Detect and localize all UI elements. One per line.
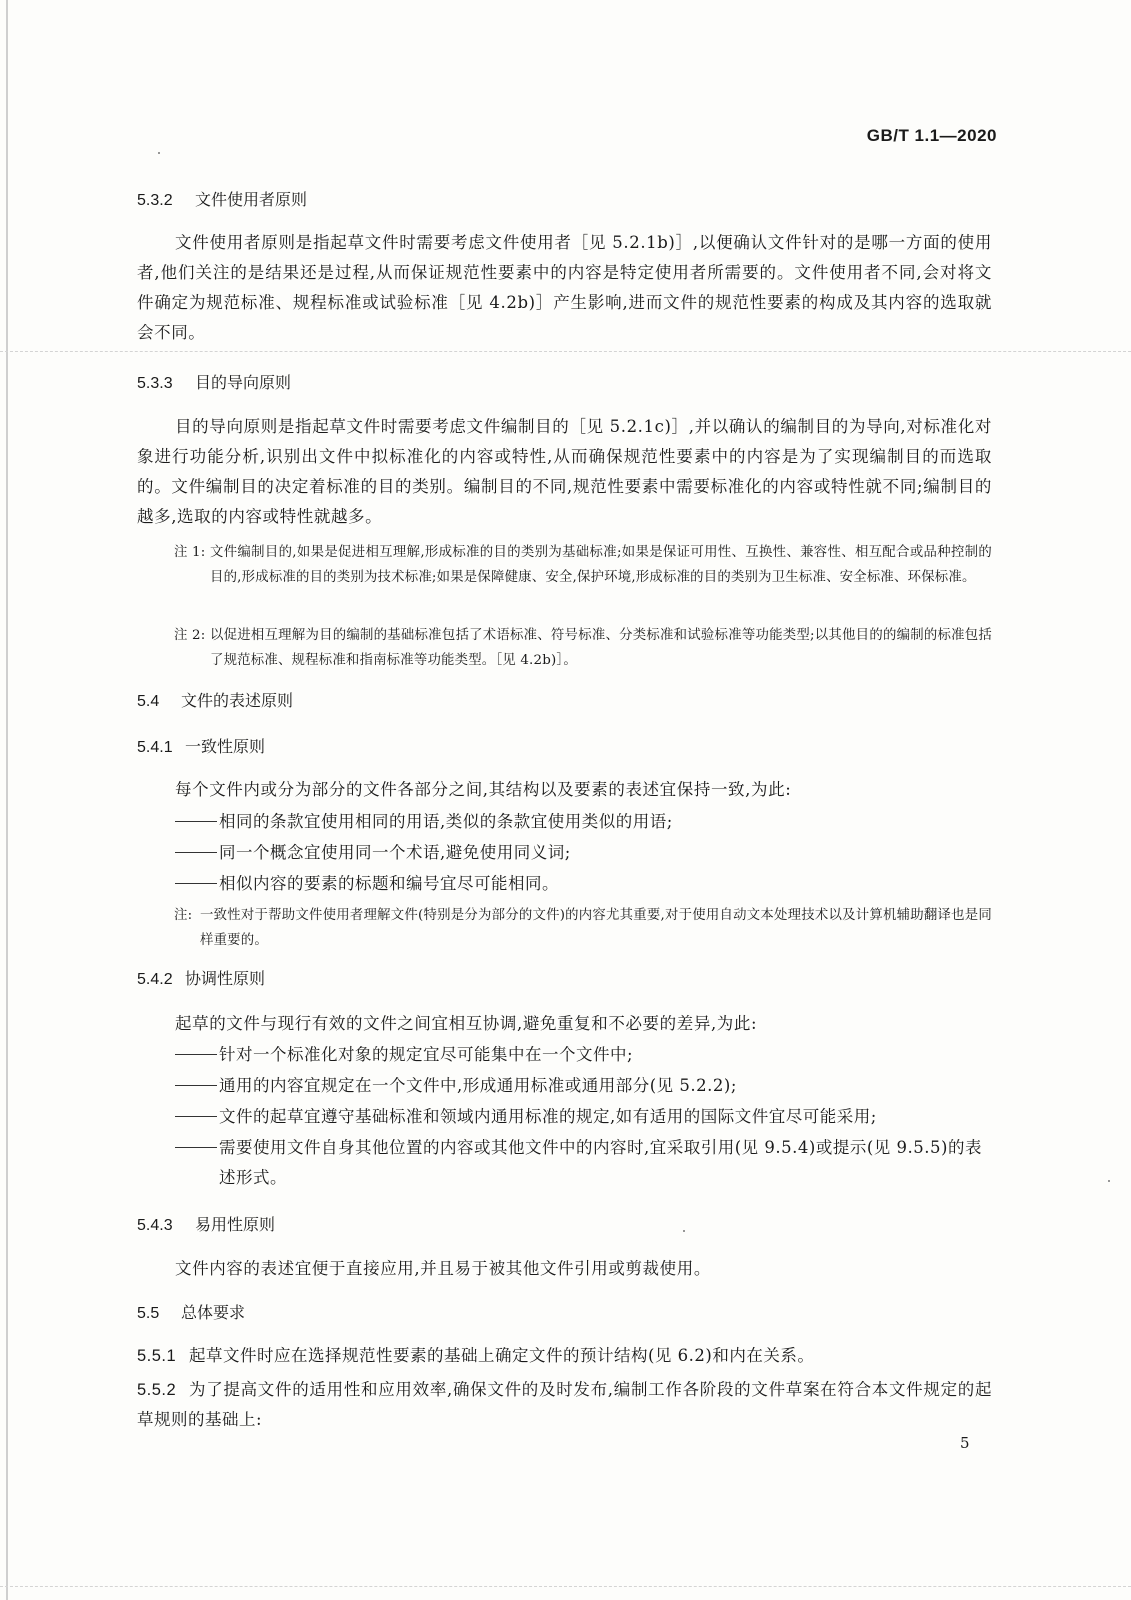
- note-text: 一致性对于帮助文件使用者理解文件(特别是分为部分的文件)的内容尤其重要,对于使用自动文本处理技术以及计算机辅助翻译也是同样重要的。: [200, 908, 992, 948]
- section-title: 一致性原则: [185, 737, 266, 756]
- section-title: 总体要求: [181, 1303, 246, 1322]
- clause-5-5-1: [137, 1341, 992, 1371]
- dash-marker: [175, 807, 219, 837]
- note-text: 以促进相互理解为目的编制的基础标准包括了术语标准、符号标准、分类标准和试验标准等功能类型;以其他目的的编制的标准包括了规范标准、规程标准和指南标准等功能类型。［见 4.2b)］。: [210, 628, 992, 668]
- section-title: 协调性原则: [185, 969, 266, 988]
- note-label: 注 1:: [174, 545, 206, 560]
- section-number: 5.4.1: [137, 739, 173, 756]
- list-item: [175, 807, 992, 837]
- paragraph-5-3-2: 文件使用者原则是指起草文件时需要考虑文件使用者［见 5.2.1b)］,以便确认文件针对的是哪一方面的使用者,他们关注的是结果还是过程,从而保证规范性要素中的内容是特定使用者所需要的。文件使用者不同,会对将文件确定为规范标准、规程标准或试验标准［见 4.2b)］产生影响,进而文件的规范性要素的构成及其内容的选取就会不同。: [137, 233, 992, 342]
- list-item-text: 同一个概念宜使用同一个术语,避免使用同义词;: [219, 843, 571, 862]
- note-text: 文件编制目的,如果是促进相互理解,形成标准的目的类别为基础标准;如果是保证可用性、互换性、兼容性、相互配合或品种控制的目的,形成标准的目的类别为技术标准;如果是保障健康、安全,保护环境,形成标准的目的类别为卫生标准、安全标准、环保标准。: [210, 545, 992, 585]
- paragraph-5-3-3: 目的导向原则是指起草文件时需要考虑文件编制目的［见 5.2.1c)］,并以确认的编制目的为导向,对标准化对象进行功能分析,识别出文件中拟标准化的内容或特性,从而确保规范性要素中的内容是为了实现编制目的而选取的。文件编制目的决定着标准的目的类别。编制目的不同,规范性要素中需要标准化的内容或特性就不同;编制目的越多,选取的内容或特性就越多。: [137, 417, 992, 526]
- section-heading-5-4-2: [137, 966, 265, 989]
- section-heading-5-5: [137, 1300, 245, 1323]
- list-item: [175, 838, 992, 868]
- section-number: 5.5: [137, 1305, 160, 1322]
- paragraph-5-4-1-intro: 每个文件内或分为部分的文件各部分之间,其结构以及要素的表述宜保持一致,为此:: [175, 780, 792, 799]
- section-heading-5-3-2: [137, 187, 307, 210]
- section-title: 文件使用者原则: [195, 190, 308, 209]
- section-number: 5.3.2: [137, 192, 173, 209]
- section-heading-5-4: [137, 688, 293, 711]
- paragraph-5-4-2-intro: 起草的文件与现行有效的文件之间宜相互协调,避免重复和不必要的差异,为此:: [175, 1014, 758, 1033]
- section-title: 文件的表述原则: [181, 691, 294, 710]
- list-item: [175, 869, 992, 899]
- page-number: 5: [960, 1434, 970, 1452]
- list-item: [175, 1102, 992, 1132]
- section-number: 5.4: [137, 693, 160, 710]
- section-number: 5.3.3: [137, 375, 173, 392]
- clause-text: 为了提高文件的适用性和应用效率,确保文件的及时发布,编制工作各阶段的文件草案在符合本文件规定的起草规则的基础上:: [137, 1380, 992, 1429]
- list-item-text: 相同的条款宜使用相同的用语,类似的条款宜使用类似的用语;: [219, 812, 673, 831]
- section-heading-5-4-3: [137, 1212, 275, 1235]
- note-5-4-1: [174, 903, 992, 955]
- clause-text: 起草文件时应在选择规范性要素的基础上确定文件的预计结构(见 6.2)和内在关系。: [189, 1346, 815, 1365]
- list-item-text: 文件的起草宜遵守基础标准和领域内通用标准的规定,如有适用的国际文件宜尽可能采用;: [219, 1107, 877, 1126]
- note-1: [174, 540, 992, 616]
- section-title: 目的导向原则: [195, 373, 292, 392]
- clause-number: 5.5.1: [137, 1347, 177, 1365]
- dash-marker: [175, 838, 219, 868]
- section-number: 5.4.3: [137, 1217, 173, 1234]
- section-title: 易用性原则: [195, 1215, 276, 1234]
- dash-marker: [175, 1071, 219, 1101]
- list-item: [175, 1040, 992, 1070]
- clause-5-5-2: [137, 1375, 992, 1437]
- list-item: [175, 1071, 992, 1101]
- list-item-text: 通用的内容宜规定在一个文件中,形成通用标准或通用部分(见 5.2.2);: [219, 1076, 737, 1095]
- section-heading-5-3-3: [137, 370, 291, 393]
- dash-marker: [175, 1102, 219, 1132]
- clause-number: 5.5.2: [137, 1381, 177, 1399]
- list-item-text: 相似内容的要素的标题和编号宜尽可能相同。: [219, 874, 559, 893]
- note-label: 注:: [174, 908, 193, 923]
- dash-marker: [175, 1133, 219, 1163]
- list-item-text: 需要使用文件自身其他位置的内容或其他文件中的内容时,宜采取引用(见 9.5.4)或提示(见 9.5.5)的表述形式。: [219, 1138, 982, 1187]
- section-number: 5.4.2: [137, 971, 173, 988]
- note-2: [174, 623, 992, 675]
- dash-marker: [175, 1040, 219, 1070]
- note-label: 注 2:: [174, 628, 206, 643]
- section-heading-5-4-1: [137, 734, 265, 757]
- list-item: [175, 1133, 992, 1193]
- standard-code: GB/T 1.1—2020: [866, 126, 997, 145]
- dash-marker: [175, 869, 219, 899]
- list-item-text: 针对一个标准化对象的规定宜尽可能集中在一个文件中;: [219, 1045, 634, 1064]
- paragraph-5-4-3: 文件内容的表述宜便于直接应用,并且易于被其他文件引用或剪裁使用。: [175, 1259, 711, 1278]
